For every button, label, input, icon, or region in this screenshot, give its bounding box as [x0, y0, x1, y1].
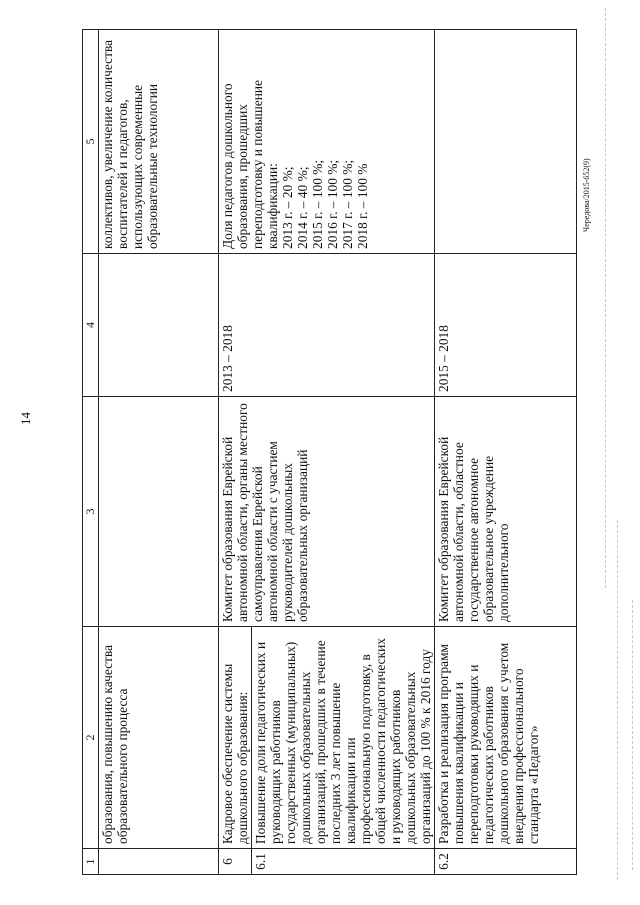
- indicator-cell: [219, 30, 435, 254]
- indicator-year: 2014 г. – 40 %;: [295, 166, 310, 249]
- indicator-cell: коллективов, увеличение количества воспитателей и педагогов, использующих современные образовательные технологии: [99, 30, 219, 254]
- activity-cell: Повышение доли педагогических и руководящих работников государственных (муниципальных) дошкольных образовательных организаций, прошедших в течение последних 3 лет повышение квалификации или профессиональную подготовку, в общей численности педагогических и руководящих работников дошкольных образовательных организаций до 100 % к 2016 году: [252, 627, 435, 849]
- indicator-year: 2016 г. – 100 %;: [325, 159, 340, 249]
- indicator-year: 2015 г. – 100 %;: [310, 159, 325, 249]
- activity-cell: Разработка и реализация программ повышения квалификации и переподготовки руководящих и педагогических работников дошкольного образования с учетом внедрения профессионального стандарта «Педагог»: [435, 627, 577, 849]
- column-header: 2: [83, 627, 99, 849]
- period-cell: [99, 254, 219, 397]
- column-header: 4: [83, 254, 99, 397]
- page-number: 14: [18, 412, 33, 425]
- row-number: 6.2: [435, 849, 577, 875]
- header-row: [83, 30, 99, 875]
- program-table: [82, 29, 577, 875]
- period-cell: 2015 – 2018: [435, 254, 577, 397]
- scan-artifact-line: [632, 600, 633, 870]
- row-number: 6.1: [252, 849, 435, 875]
- activity-cell: образования, повышению качества образовательного процесса: [99, 627, 219, 849]
- responsible-cell: [99, 397, 219, 627]
- row-number: 6: [219, 849, 252, 875]
- column-header: 3: [83, 397, 99, 627]
- indicator-heading: Доля педагогов дошкольного образования, прошедших переподготовку и повышение квалификации:: [220, 80, 280, 249]
- table-row: [435, 30, 577, 875]
- column-header: 5: [83, 30, 99, 254]
- table-row: [99, 30, 219, 875]
- indicator-year: 2018 г. – 100 %: [355, 163, 370, 249]
- indicator-year: 2013 г. – 20 %;: [280, 166, 295, 249]
- row-number: [99, 849, 219, 875]
- indicator-cell: [435, 30, 577, 254]
- responsible-cell: Комитет образования Еврейской автономной области, областное государственное автономное образовательное учреждение дополнительного: [435, 397, 577, 627]
- activity-cell: Кадровое обеспечение системы дошкольного образования:: [219, 627, 252, 849]
- document-code: Чередова/2015-652(9): [582, 158, 591, 232]
- scan-artifact-line: [605, 8, 606, 588]
- indicator-year: 2017 г. – 100 %;: [340, 159, 355, 249]
- rotated-page: [82, 30, 577, 875]
- scan-artifact-line: [617, 520, 618, 880]
- responsible-cell: Комитет образования Еврейской автономной области, органы местного самоуправления Еврейской автономной области с участием руководителей дошкольных образовательных организаций: [219, 397, 435, 627]
- column-header: 1: [83, 849, 99, 875]
- period-cell: 2013 – 2018: [219, 254, 435, 397]
- table-row: [219, 30, 252, 875]
